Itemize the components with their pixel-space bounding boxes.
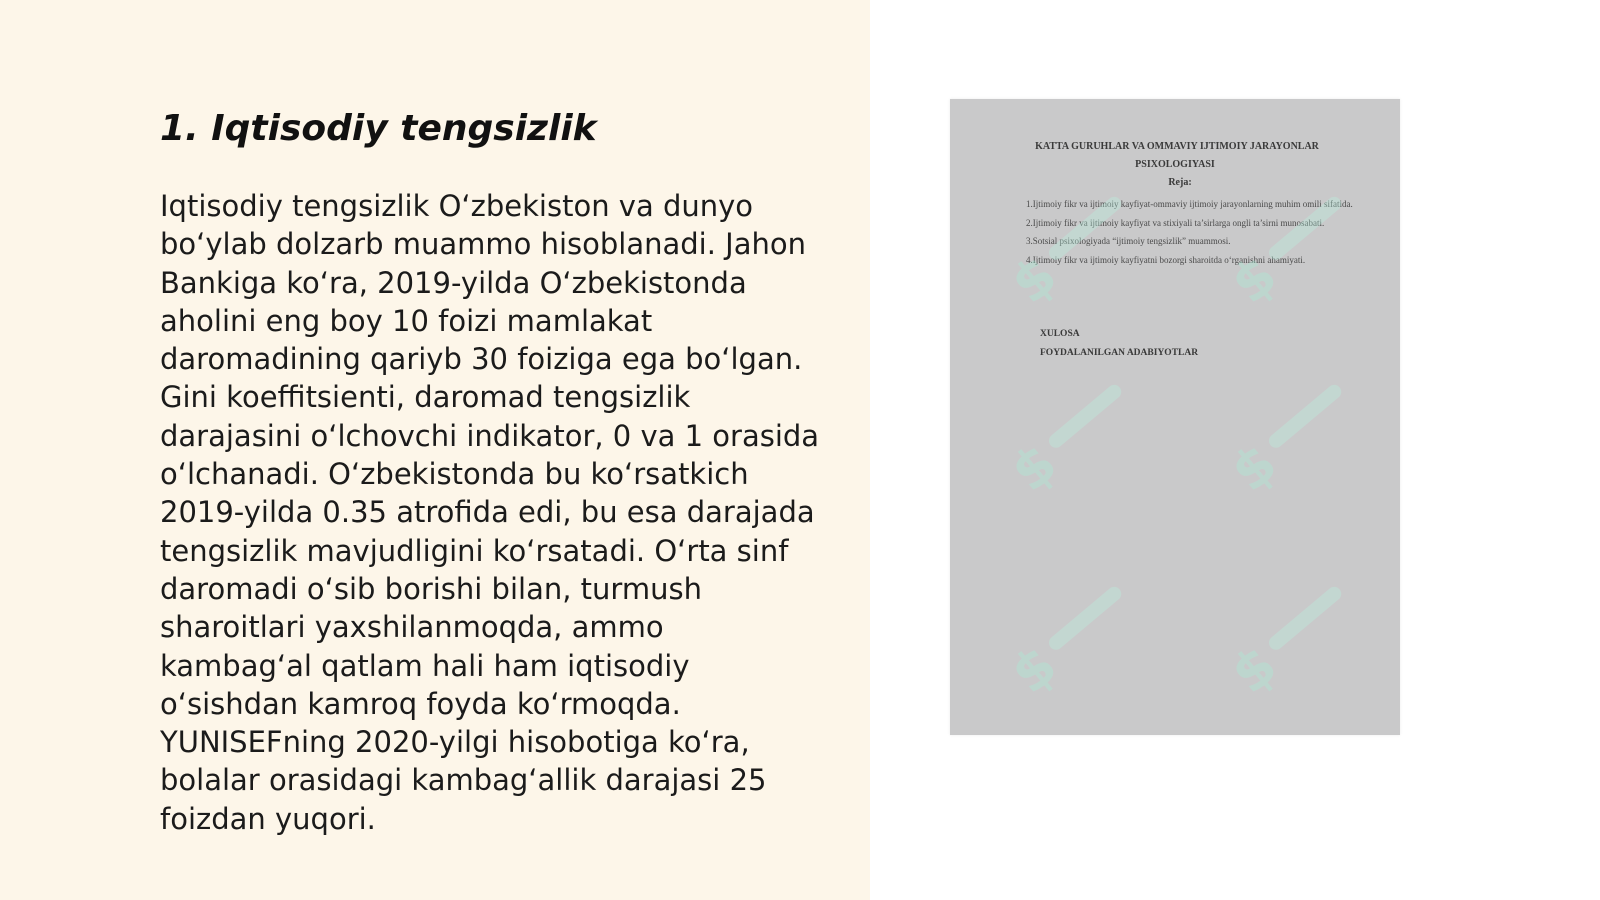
body-line: daromadining qariyb 30 foiziga ega bo‘lgan.	[160, 342, 803, 377]
document-plan-label: Reja:	[1168, 177, 1192, 188]
body-line: darajasini o‘lchovchi indikator, 0 va 1 orasida	[160, 418, 820, 453]
watermark-dollar-icon: $	[1217, 577, 1347, 700]
watermark-dollar-icon: $	[1217, 375, 1347, 498]
body-line: bolalar orasidagi kambag‘allik darajasi 25	[160, 763, 767, 798]
slide-body-text	[160, 187, 840, 838]
slide-title: 1. Iqtisodiy tengsizlik	[160, 108, 597, 149]
body-line: YUNISEFning 2020-yilgi hisobotiga ko‘ra,	[160, 725, 750, 760]
body-line: foizdan yuqori.	[160, 801, 376, 836]
watermark-dollar-icon: $	[997, 577, 1127, 700]
body-line: o‘sishdan kamroq foyda ko‘rmoqda.	[160, 686, 681, 721]
body-line: sharoitlari yaxshilanmoqda, ammo	[160, 610, 664, 645]
document-plan-item: 1.Ijtimoiy fikr va ijtimoiy kayfiyat-ommaviy ijtimoiy jarayonlarning muhim omili sifatida.	[1026, 199, 1353, 209]
document-title: KATTA GURUHLAR VA OMMAVIY IJTIMOIY JARAYONLAR	[1035, 141, 1319, 152]
document-closing-sections	[1040, 325, 1198, 362]
body-line: Bankiga ko‘ra, 2019-yilda O‘zbekistonda	[160, 265, 747, 300]
body-line: o‘lchanadi. O‘zbekistonda bu ko‘rsatkich	[160, 457, 749, 492]
body-line: tengsizlik mavjudligini ko‘rsatadi. O‘rta sinf	[160, 533, 789, 568]
document-plan-item: 4.Ijtimoiy fikr va ijtimoiy kayfiyatni bozorgi sharoitda o‘rganishni ahamiyati.	[1026, 254, 1306, 265]
document-plan-item: 3.Sotsial psixologiyada “ijtimoiy tengsizlik” muammosi.	[1026, 236, 1231, 246]
watermark-dollar-icon: $	[997, 187, 1127, 310]
body-line: Iqtisodiy tengsizlik O‘zbekiston va dunyo	[160, 189, 754, 223]
body-line: bo‘ylab dolzarb muammo hisoblanadi. Jahon	[160, 227, 807, 262]
document-plan-item: 2.Ijtimoiy fikr va ijtimoiy kayfiyat va stixiyali ta’sirlarga ongli ta’sirni munosabati.	[1026, 217, 1325, 228]
body-line: kambag‘al qatlam hali ham iqtisodiy	[160, 648, 690, 683]
watermark-dollar-icon: $	[1217, 187, 1347, 310]
document-conclusion: XULOSA	[1040, 329, 1080, 339]
body-line: Gini koeffitsienti, daromad tengsizlik	[160, 380, 691, 415]
document-references: FOYDALANILGAN ADABIYOTLAR	[1040, 347, 1199, 358]
document-preview-image	[950, 99, 1400, 735]
body-line: aholini eng boy 10 foizi mamlakat	[160, 303, 653, 338]
body-line: daromadi o‘sib borishi bilan, turmush	[160, 571, 702, 606]
document-subtitle: PSIXOLOGIYASI	[1135, 159, 1215, 170]
watermark-dollar-icon: $	[997, 375, 1127, 498]
body-line: 2019-yilda 0.35 atrofida edi, bu esa darajada	[160, 495, 815, 530]
